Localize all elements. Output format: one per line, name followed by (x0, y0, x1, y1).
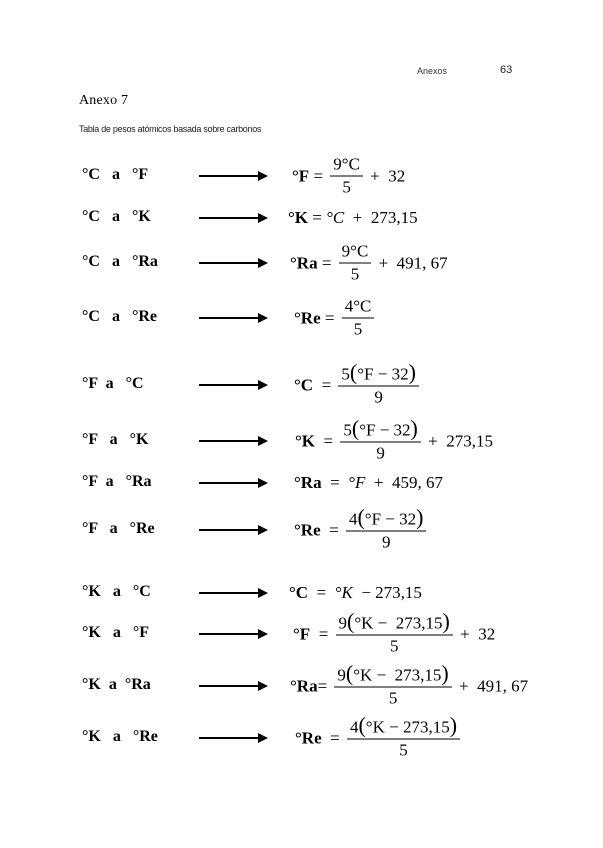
arrow-icon (199, 384, 259, 386)
arrow-icon (199, 482, 259, 484)
arrow-icon (199, 633, 259, 635)
fraction: $\frac{4(^\circ K - 273,15)}{5}$ (347, 716, 460, 761)
formula: °K = °C + 273,15 (288, 208, 418, 227)
conversion-label: °K a °C (82, 583, 151, 600)
fraction: $\frac{9(^\circ K - 273,15)}{5}$ (334, 664, 451, 709)
fraction: $\frac{5(^\circ F - 32)}{9}$ (340, 419, 421, 464)
conversion-label: °C a °F (82, 166, 149, 183)
fraction: $\frac{9(^\circ K - 273,15)}{5}$ (336, 612, 453, 657)
formula: °K = $\frac{5(^\circ F - 32)}{9}$ + 273,15 (295, 415, 493, 463)
formula: °Ra = $\frac{9(^\circ K - 273,15)}{5}$ + 491, 67 (290, 660, 529, 708)
page-number: 63 (500, 64, 513, 76)
formula: °F = $\frac{9^\circ C}{5}$ + 32 (292, 154, 406, 197)
conversion-label: °F a °C (82, 375, 144, 392)
fraction: $\frac{5(^\circ F - 32)}{9}$ (338, 363, 419, 408)
formula: °Ra = $\frac{9^\circ C}{5}$ + 491, 67 (290, 241, 448, 284)
formula: °Re = $\frac{4(^\circ F - 32)}{9}$ (294, 508, 429, 553)
arrow-icon (199, 317, 259, 319)
conversion-label: °F a °K (82, 431, 149, 448)
arrow-icon (199, 175, 259, 177)
conversion-label: °C a °Re (82, 308, 158, 325)
arrow-icon (199, 685, 259, 687)
formula: °F = $\frac{9(^\circ K - 273,15)}{5}$ + 32 (293, 608, 496, 656)
arrow-icon (199, 592, 259, 594)
annex-subtitle: Tabla de pesos atómicos basada sobre carbonos (79, 124, 262, 134)
fraction: $\frac{4(^\circ F - 32)}{9}$ (346, 508, 427, 553)
conversion-label: °C a °K (82, 208, 151, 225)
formula: °Ra = °F + 459, 67 (294, 473, 443, 492)
formula: °Re = $\frac{4^\circ C}{5}$ (294, 297, 377, 340)
conversion-label: °K a °Re (82, 728, 158, 745)
arrow-icon (199, 737, 259, 739)
conversion-label: °F a °Ra (82, 473, 152, 490)
fraction: $\frac{9^\circ C}{5}$ (330, 155, 363, 198)
arrow-icon (199, 529, 259, 531)
conversion-label: °K a °F (82, 624, 150, 641)
running-header-section: Anexos (417, 66, 448, 76)
conversion-label: °K a °Ra (82, 676, 151, 693)
fraction: $\frac{4^\circ C}{5}$ (342, 297, 375, 340)
arrow-icon (199, 217, 259, 219)
fraction: $\frac{9^\circ C}{5}$ (339, 242, 372, 285)
arrow-icon (199, 440, 259, 442)
conversion-label: °F a °Re (82, 520, 155, 537)
formula: °C = °K − 273,15 (289, 583, 422, 602)
annex-title: Anexo 7 (79, 93, 129, 108)
conversion-label: °C a °Ra (82, 253, 158, 270)
arrow-icon (199, 262, 259, 264)
formula: °Re = $\frac{4(^\circ K - 273,15)}{5}$ (295, 716, 463, 761)
formula: °C = $\frac{5(^\circ F - 32)}{9}$ (294, 363, 422, 408)
